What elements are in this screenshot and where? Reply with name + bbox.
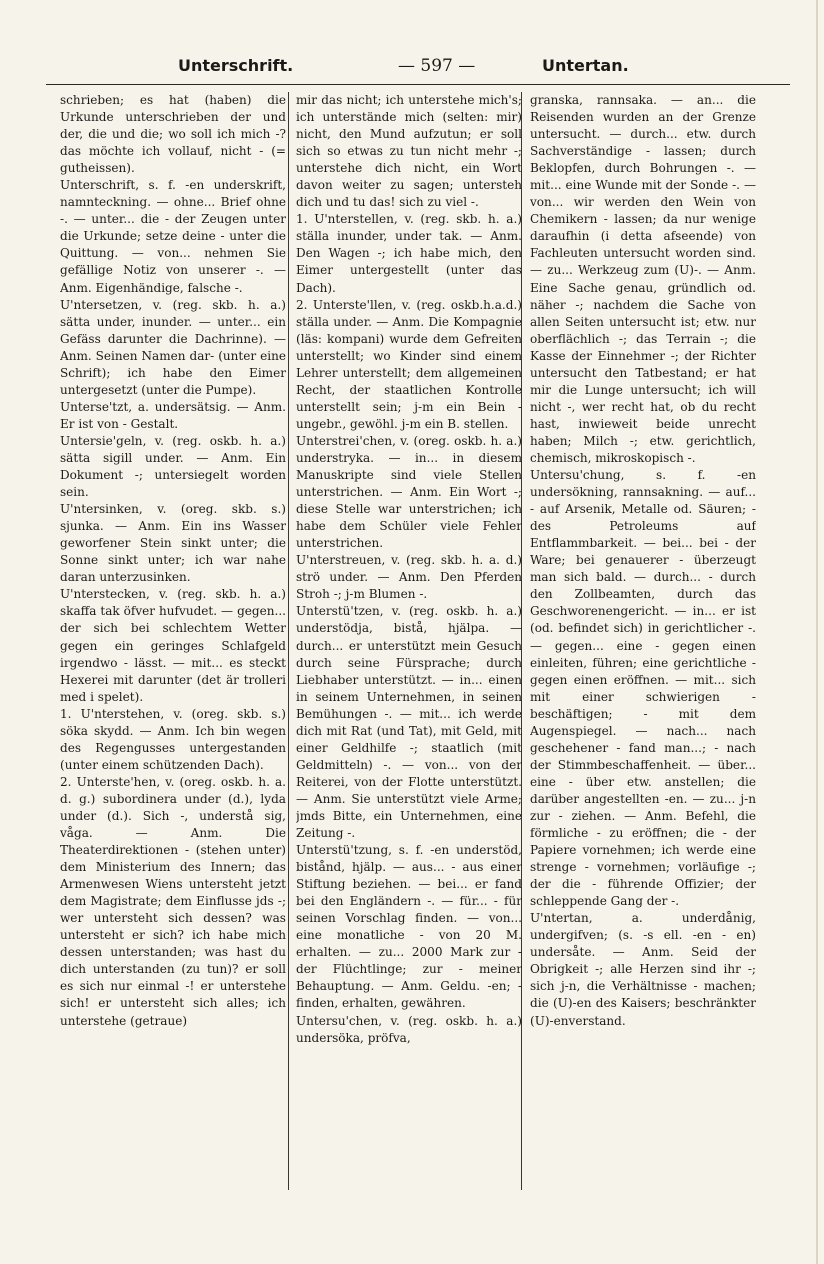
entry-continuation: schrieben; es hat (haben) die Urkunde unterschrieben der und der, die und die; wo soll ich mich -? das möchte ich vollauf, nicht - (= gutheissen). [60,93,286,176]
entry-untersuchen: Untersu'chen, v. (reg. oskb. h. a.) undersöka, pröfva, [296,1013,522,1045]
running-header [46,50,790,85]
column-3 [530,92,756,1232]
entry-unterstreichen: Unterstrei'chen, v. (oreg. oskb. h. a.) understryka. — in... in diesem Manuskripte sind viele Stellen unterstrichen. — Anm. Ein Wort -; diese Stelle war unterstrichen; ich habe dem Schüler viele Fehler unterstrichen. [296,433,522,551]
entry-unterstreuen: U'nterstreuen, v. (reg. skb. h. a. d.) strö under. — Anm. Den Pferden Stroh -; j-m Blumen -. [296,553,522,602]
entry-untersetzt: Unterse'tzt, a. undersätsig. — Anm. Er ist von - Gestalt. [60,399,286,431]
entry-untersetzen: U'ntersetzen, v. (reg. skb. h. a.) sätta under, inunder. — unter... ein Gefäss darunter die Dachrinne). — Anm. Seinen Namen dar- (unter eine Schrift); ich habe den Eimer untergesetzt (unter die Pumpe). [60,297,286,397]
entry-unterstehen-1: 1. U'nterstehen, v. (oreg. skb. s.) söka skydd. — Anm. Ich bin wegen des Regengusses untergestanden (unter einem schützenden Dach). [60,706,286,772]
column-1 [60,92,286,1232]
page-number: — 597 — [398,56,476,76]
entry-untersuchung: Untersu'chung, s. f. -en undersökning, rannsakning. — auf... - auf Arsenik, Metalle od. Säuren; - des Petroleums auf Entflammbarkeit. — bei... bei - der Ware; bei genauerer - überzeugt man sich bald. — durch... - durch den Zollbeamten, durch das Geschworenengericht. — in... er ist (od. befindet sich) in gerichtlicher -. — gegen... eine - gegen einen einleiten, führen; eine gerichtliche - gegen einen eröffnen. — mit... sich mit einer schwierigen - beschäftigen; - mit dem Augenspiegel. — nach... nach geschehener - fand man...; - nach der Stimmbeschaffenheit. — über... eine - über etw. anstellen; die darüber angestellten -en. — zu... j-n zur - ziehen. — Anm. Befehl, die förmliche - zu eröffnen; die - der Papiere vornehmen; ich werde eine strenge - vornehmen; vorläufige -; der die - führende Offizier; der schleppende Gang der -. [530,468,756,909]
entry-unterstellen-2: 2. Unterste'llen, v. (reg. oskb.h.a.d.) ställa under. — Anm. Die Kompagnie (läs: kompani) wurde dem Gefreiten unterstellt; wo Kinder sind einem Lehrer unterstellt; dem allgemeinen Recht, der staatlichen Kontrolle unterstellt sein; j-m ein Bein - ungebr., gewöhl. j-m ein B. stellen. [296,297,522,431]
entry-unterstehen-2: 2. Unterste'hen, v. (oreg. oskb. h. a. d. g.) subordinera under (d.), lyda under (d.). Sich -, understå sig, våga. — Anm. Die Theaterdirektionen - (stehen unter) dem Ministerium des Innern; das Armenwesen Wiens untersteht jetzt dem Magistrate; dem Einflusse jds -; wer untersteht sich dessen? was untersteht er sich? ich habe mich dessen unterstanden; was hast du dich unterstanden (zu tun)? er soll es sich nur einmal -! er unterstehe sich! er untersteht sich alles; ich unterstehe (getraue) [60,774,286,1028]
entry-unterstellen-1: 1. U'nterstellen, v. (reg. skb. h. a.) ställa inunder, under tak. — Anm. Den Wagen -; ich habe mich, den Eimer untergestellt (unter das Dach). [296,212,522,295]
entry-continuation: granska, rannsaka. — an... die Reisenden wurden an der Grenze untersucht. — durch... etw. durch Sachverständige - lassen; durch Beklopfen, durch Bohrungen -. — mit... eine Wunde mit der Sonde -. — von... wir werden den Wein von Chemikern - lassen; da nur wenige daraufhin (i detta afseende) von Fachleuten untersucht worden sind. — zu... Werkzeug zum (U)-. — Anm. Eine Sache genau, gründlich od. näher -; nachdem die Sache von allen Seiten untersucht ist; etw. nur oberflächlich -; das Terrain -; die Kasse der Einnehmer -; der Richter untersucht den Tatbestand; er hat mir die Lunge untersucht; ich will nicht -, wer recht hat, ob du recht hast, inwieweit beide unrecht haben; Milch -; etw. gerichtlich, chemisch, mikroskopisch -. [530,93,756,465]
header-right-keyword: Untertan. [542,56,629,75]
entry-untersinken: U'ntersinken, v. (oreg. skb. s.) sjunka. — Anm. Ein ins Wasser geworfener Stein sinkt unter; die Sonne sinkt unter; ich war nahe daran unterzusinken. [60,502,286,585]
header-left-keyword: Unterschrift. [178,56,294,75]
entry-unterschrift: Unterschrift, s. f. -en underskrift, namnteckning. — ohne... Brief ohne -. — unter... die - der Zeugen unter die Urkunde; setze deine - unter die Quittung. — von... nehmen Sie gefällige Notiz von unserer -. — Anm. Eigenhändige, falsche -. [60,178,286,295]
entry-unterstecken: U'nterstecken, v. (reg. skb. h. a.) skaffa tak öfver hufvudet. — gegen... der sich bei schlechtem Wetter gegen ein geringes Schlafgeld irgendwo - lässt. — mit... es steckt Hexerei mit darunter (det är trolleri med i spelet). [60,587,286,704]
entry-unterstuetzung: Unterstü'tzung, s. f. -en understöd, bistånd, hjälp. — aus... - aus einer Stiftung beziehen. — bei... er fand bei den Engländern -. — für... - für seinen Vorschlag finden. — von... eine monatliche - von 20 M. erhalten. — zu... 2000 Mark zur - der Flüchtlinge; zur - meiner Behauptung. — Anm. Geldu. -en; - finden, erhalten, gewähren. [296,843,522,1011]
entry-untersiegeln: Untersie'geln, v. (reg. oskb. h. a.) sätta sigill under. — Anm. Ein Dokument -; untersiegelt worden sein. [60,433,286,500]
dictionary-body [60,92,794,1232]
entry-unterstuetzen: Unterstü'tzen, v. (reg. oskb. h. a.) understödja, bistå, hjälpa. — durch... er unterstützt mein Gesuch durch seine Fürsprache; durch Liebhaber unterstützt. — in... einen in seinem Unternehmen, in seinen Bemühungen -. — mit... ich werde dich mit Rat (und Tat), mit Geld, mit einer Geldhilfe -; staatlich (mit Geldmitteln) -. — von... von der Reiterei, von der Flotte unterstützt. — Anm. Sie unterstützt viele Arme; jmds Bitte, ein Unternehmen, eine Zeitung -. [296,604,522,841]
page-edge [816,0,818,1264]
entry-untertan: U'ntertan, a. underdånig, undergifven; (s. -s ell. -en - en) undersåte. — Anm. Seid der Obrigkeit -; alle Herzen sind ihr -; sich j-n, die Verhältnisse - machen; die (U)-en des Kaisers; beschränkter (U)-enverstand. [530,911,756,1028]
entry-continuation: mir das nicht; ich unterstehe mich's; ich unterstände mich (selten: mir) nicht, den Mund aufzutun; er soll sich so etwas zu tun nicht mehr -; unterstehe dich nicht, ein Wort davon weiter zu sagen; untersteh dich und tu das! sich zu viel -. [296,93,522,210]
column-2 [296,92,522,1232]
